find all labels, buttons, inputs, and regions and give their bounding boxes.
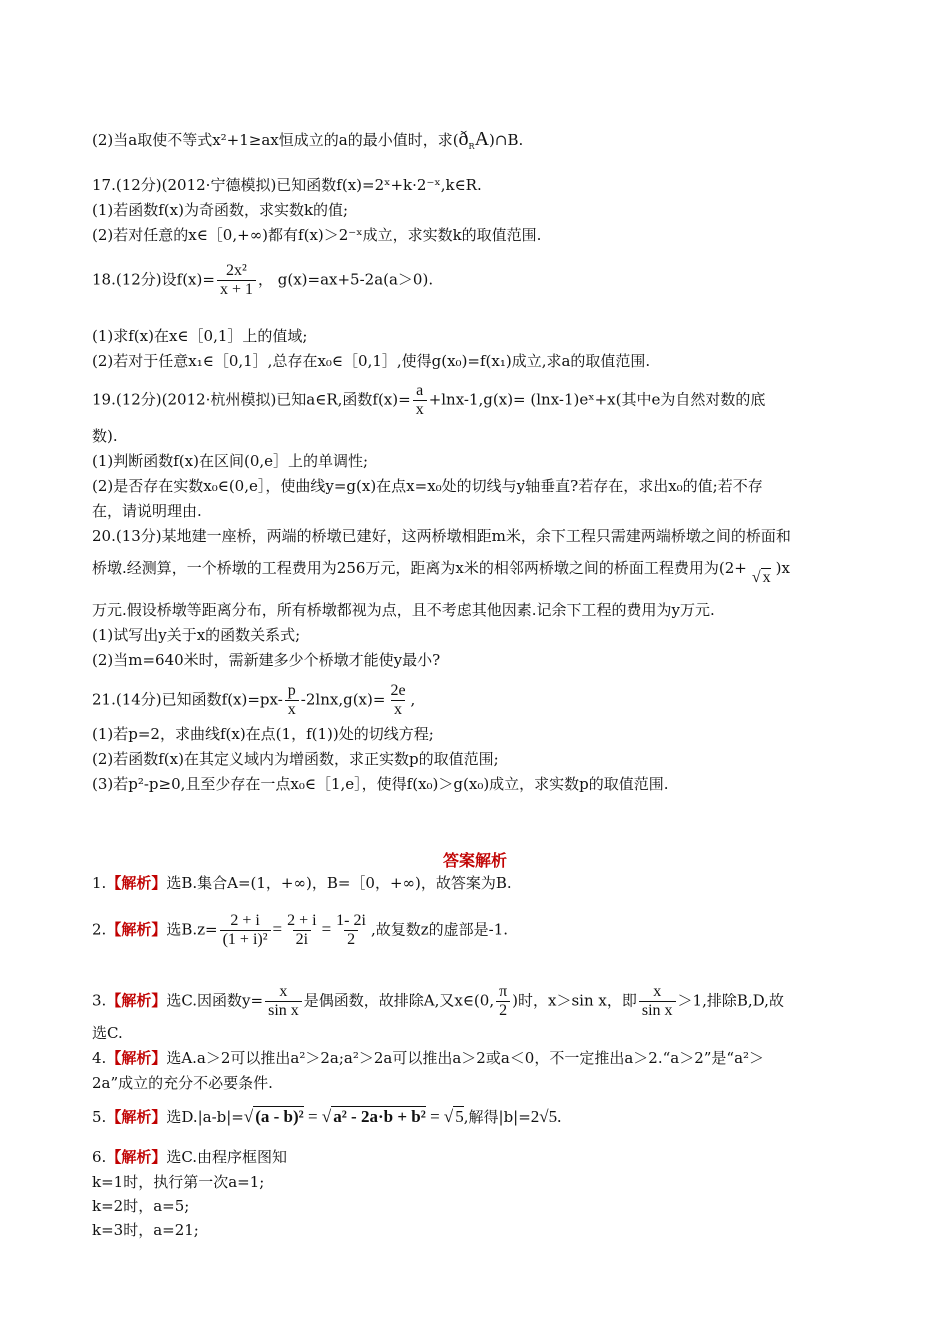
question-17-part-1: (1)若函数f(x)为奇函数，求实数k的值; — [92, 201, 349, 219]
answer-1: 1.【解析】选B.集合A=(1，+∞)，B=［0，+∞)，故答案为B. — [92, 874, 512, 892]
fraction: $\frac{\text{2x²}}{x + 1}$ — [217, 262, 256, 299]
question-18: 18.(12分)设f(x)= $\frac{\text{2x²}}{x + 1}$ ， g(x)=ax+5-2a(a＞0). — [92, 262, 434, 298]
fraction: √ x — [751, 569, 771, 586]
fraction: $\frac{2 + i}{2i}$ — [287, 912, 317, 948]
sqrt-expression: √ (a - b)² = √ a² - 2a·b + b² = √ 5 — [243, 1107, 464, 1126]
fraction: $\frac{a}{x}$ — [413, 382, 427, 419]
analysis-tag: 【解析】 — [106, 1108, 167, 1126]
fraction: $\frac{2e}{x}$ — [390, 682, 406, 718]
fraction: $\frac{x}{\text{sin x}}$ — [265, 983, 302, 1020]
question-17: 17.(12分)(2012·宁德模拟)已知函数f(x)=2ˣ+k·2⁻ˣ,k∈R. — [92, 176, 482, 194]
analysis-tag: 【解析】 — [106, 874, 167, 892]
fraction: $\frac{2 + i}{\text{(1 + i)²}}$ — [220, 912, 271, 949]
question-17-part-2: (2)若对任意的x∈［0,+∞)都有f(x)＞2⁻ˣ成立，求实数k的取值范围. — [92, 226, 542, 244]
fraction: $\frac{1- 2i}{2}$ — [336, 912, 366, 948]
question-21-part-1: (1)若p=2，求曲线f(x)在点(1，f(1))处的切线方程; — [92, 725, 434, 743]
question-18-part-1: (1)求f(x)在x∈［0,1］上的值域; — [92, 327, 308, 345]
question-21-part-3: (3)若p²-p≥0,且至少存在一点x₀∈［1,e］，使得f(x₀)＞g(x₀)成立，求实数p的取值范围. — [92, 775, 669, 793]
question-20-part-1: (1)试写出y关于x的函数关系式; — [92, 626, 301, 644]
question-21: 21.(14分)已知函数f(x)=px- $\frac{p}{x}$ -2lnx,g(x)= $\frac{2e}{x}$ , — [92, 682, 416, 718]
question-19: 19.(12分)(2012·杭州模拟)已知a∈R,函数f(x)= $\frac{a}{x}$ +lnx-1,g(x)= (lnx-1)eˣ+x(其中e为自然对数的底 — [92, 382, 766, 418]
question-19-part-2: (2)是否存在实数x₀∈(0,e］，使曲线y=g(x)在点x=x₀处的切线与y轴垂直?若存在，求出x₀的值;若不存 — [92, 477, 763, 495]
analysis-tag: 【解析】 — [106, 1148, 167, 1166]
answer-3-continued: 选C. — [92, 1024, 123, 1042]
question-20-part-2: (2)当m=640米时，需新建多少个桥墩才能使y最小? — [92, 651, 441, 669]
answer-6-step-2: k=2时，a=5; — [92, 1197, 190, 1215]
answer-2: 2.【解析】选B.z= $\frac{2 + i}{\text{(1 + i)²}}$ = $\frac{2 + i}{2i}$ = $\frac{1- 2i}{2}$ ,故复数z的虚部是-1. — [92, 912, 509, 948]
answer-6: 6.【解析】选C.由程序框图知 — [92, 1148, 288, 1166]
answer-4-continued: 2a”成立的充分不必要条件. — [92, 1074, 273, 1092]
question-19-part-1: (1)判断函数f(x)在区间(0,e］上的单调性; — [92, 452, 369, 470]
fraction: $\frac{x}{\text{sin x}}$ — [639, 983, 676, 1020]
question-18-part-2: (2)若对于任意x₁∈［0,1］,总存在x₀∈［0,1］,使得g(x₀)=f(x₁)成立,求a的取值范围. — [92, 352, 651, 370]
complement-symbol: ð — [458, 128, 469, 150]
question-21-part-2: (2)若函数f(x)在其定义域内为增函数，求正实数p的取值范围; — [92, 750, 499, 768]
answer-3: 3.【解析】选C.因函数y= $\frac{x}{\text{sin x}}$ 是偶函数，故排除A,又x∈(0, $\frac{\pi}{2}$ )时，x＞sin x，即 $\frac{x}{\text{sin x}}$ ＞1,排除B,D,故 — [92, 983, 784, 1019]
answer-5: 5.【解析】选D.|a-b|=√ (a - b)² = √ a² - 2a·b + b² = √ 5,解得|b|=2√5. — [92, 1107, 562, 1126]
question-20-line-2: 桥墩.经测算，一个桥墩的工程费用为256万元，距离为x米的相邻两桥墩之间的桥面工程费用为(2+ √ x )x — [92, 551, 870, 587]
fraction: $\frac{p}{x}$ — [285, 682, 299, 719]
question-20: 20.(13分)某地建一座桥，两端的桥墩已建好，这两桥墩相距m米，余下工程只需建两端桥墩之间的桥面和 — [92, 527, 791, 545]
answer-6-step-1: k=1时，执行第一次a=1; — [92, 1173, 265, 1191]
question-19-continued: 数). — [92, 427, 118, 445]
analysis-tag: 【解析】 — [106, 920, 167, 939]
answer-4: 4.【解析】选A.a＞2可以推出a²＞2a;a²＞2a可以推出a＞2或a＜0，不一定推出a＞2.“a＞2”是“a²＞ — [92, 1049, 765, 1067]
question-20-line-3: 万元.假设桥墩等距离分布，所有桥墩都视为点，且不考虑其他因素.记余下工程的费用为y万元. — [92, 601, 715, 619]
answers-title: 答案解析 — [442, 851, 507, 870]
analysis-tag: 【解析】 — [106, 991, 167, 1010]
analysis-tag: 【解析】 — [106, 1049, 167, 1067]
answer-6-step-3: k=3时，a=21; — [92, 1221, 199, 1239]
fraction: $\frac{\pi}{2}$ — [496, 983, 510, 1020]
question-16-part-2: (2)当a取使不等式x²+1≥ax恒成立的a的最小值时，求$(ð_RA)\cap B$. — [92, 128, 524, 151]
question-19-part-2-continued: 在，请说明理由. — [92, 502, 202, 520]
